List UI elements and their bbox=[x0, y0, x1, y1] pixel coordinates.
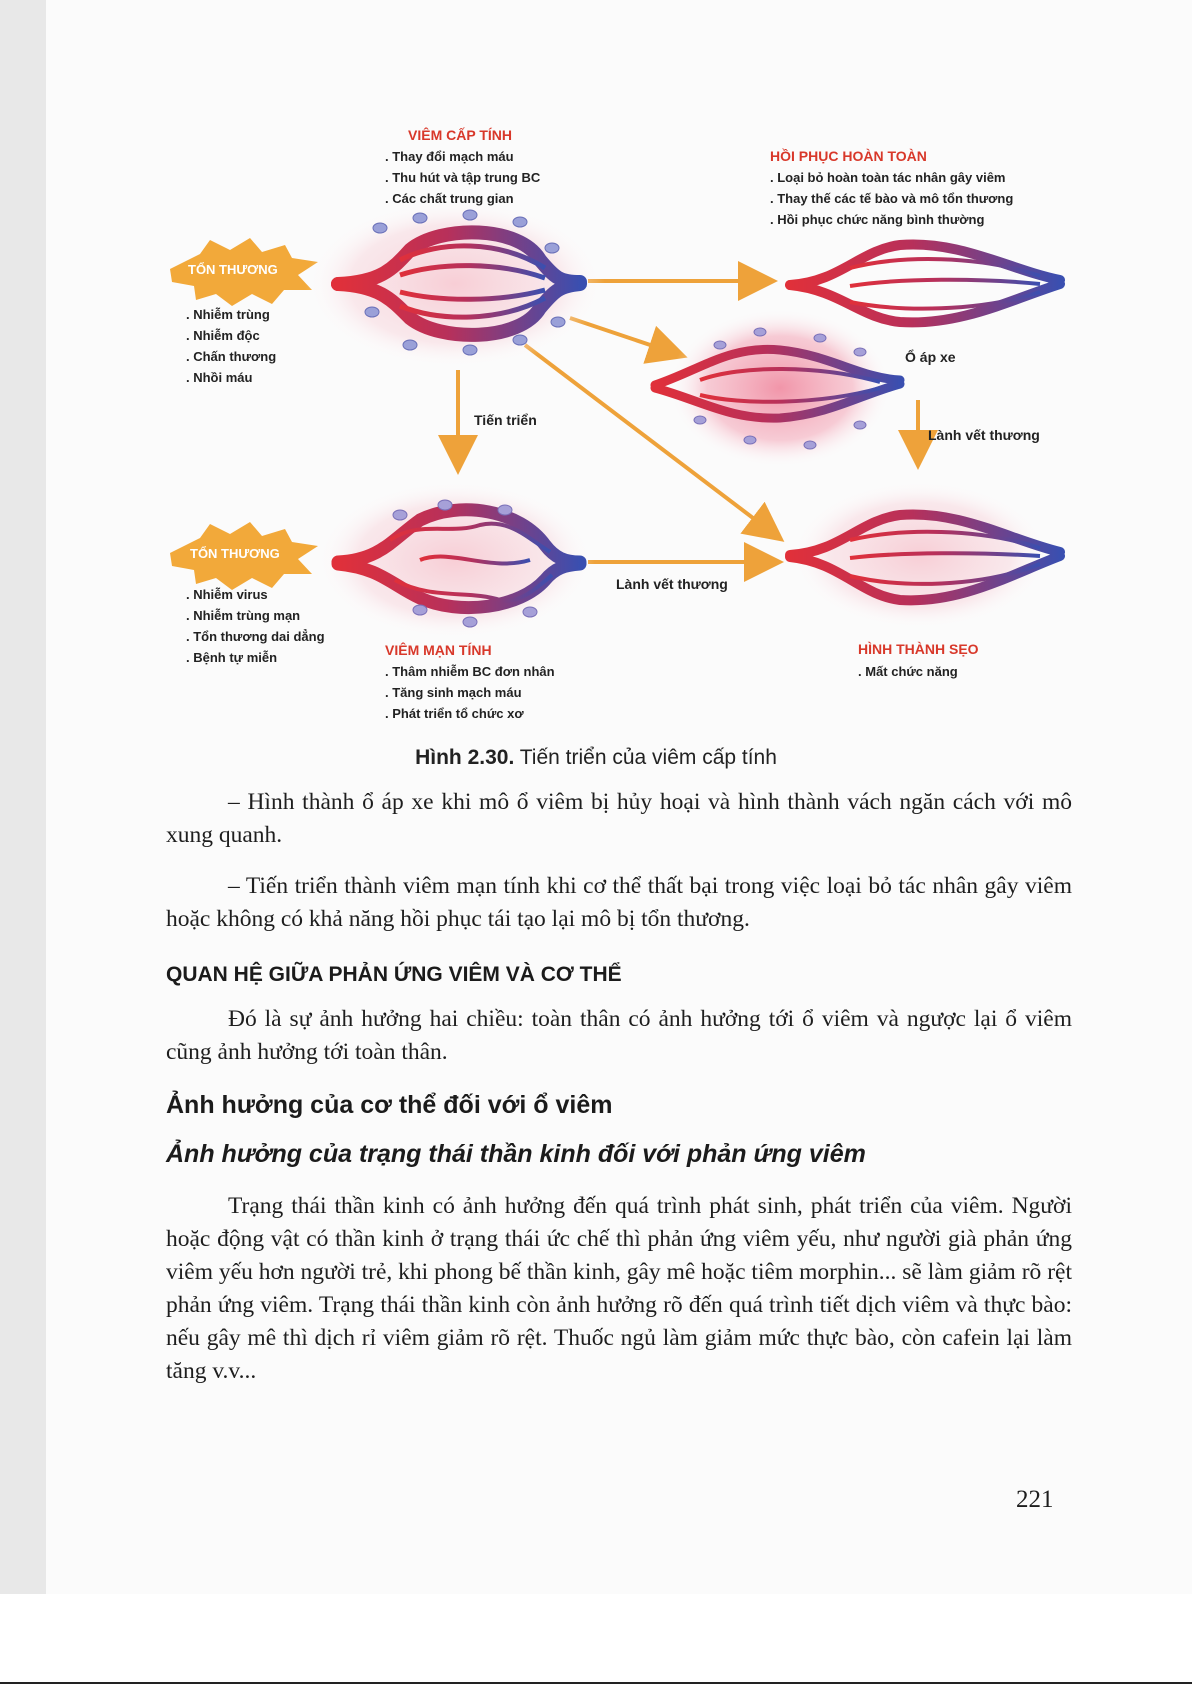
acute-item: . Thay đổi mạch máu bbox=[385, 149, 514, 164]
scar-vessel bbox=[790, 480, 1060, 630]
chronic-item: . Phát triển tổ chức xơ bbox=[385, 706, 524, 721]
chronic-item: . Tăng sinh mạch máu bbox=[385, 685, 522, 700]
caption-label: Hình 2.30. bbox=[415, 746, 515, 769]
injury-item: . Nhiễm độc bbox=[186, 328, 260, 343]
acute-inflammation-vessel bbox=[305, 199, 605, 369]
paragraph-nervous-state: Trạng thái thần kinh có ảnh hưởng đến quá trình phát sinh, phát triển của viêm. Người hoặc động vật có thần kinh ở trạng thái ức chế thì phản ứng viêm yếu, như người già phản ứng viêm yếu hơn người trẻ, khi phong bế thần kinh, gây mê hoặc tiêm morphin... sẽ làm giảm rõ rệt phản ứng viêm. Trạng thái thần kinh còn ảnh hưởng rõ đến quá trình tiết dịch viêm và thực bào: nếu gây mê thì dịch rỉ viêm giảm rõ rệt. Thuốc ngủ làm giảm mức thực bào, còn cafein lại làm tăng v.v... bbox=[166, 1193, 1072, 1384]
injury-item: . Bệnh tự miễn bbox=[186, 650, 278, 665]
recovery-vessel bbox=[790, 244, 1060, 322]
injury-item: . Nhiễm virus bbox=[186, 587, 268, 602]
bottom-margin bbox=[0, 1594, 1192, 1685]
progression-label: Tiến triển bbox=[474, 412, 537, 428]
acute-title: VIÊM CẤP TÍNH bbox=[408, 127, 512, 143]
chronic-item: . Thâm nhiễm BC đơn nhân bbox=[385, 664, 555, 679]
scar-title: HÌNH THÀNH SẸO bbox=[858, 641, 979, 657]
subsection-heading: Ảnh hưởng của cơ thể đối với ổ viêm bbox=[166, 1091, 613, 1119]
scar-item: . Mất chức năng bbox=[858, 664, 958, 679]
injury-item: . Tổn thương dai dẳng bbox=[186, 629, 325, 644]
abscess-vessel bbox=[655, 308, 900, 468]
injury-item: . Nhồi máu bbox=[186, 370, 253, 385]
injury-label-bottom: TỔN THƯƠNG bbox=[190, 546, 280, 561]
healing-label-bottom: Lành vết thương bbox=[616, 576, 728, 592]
acute-item: . Thu hút và tập trung BC bbox=[385, 170, 541, 185]
section-heading: QUAN HỆ GIỮA PHẢN ỨNG VIÊM VÀ CƠ THỂ bbox=[166, 963, 622, 986]
chronic-inflammation-vessel bbox=[315, 480, 595, 640]
injury-item: . Chấn thương bbox=[186, 349, 277, 364]
acute-item: . Các chất trung gian bbox=[385, 191, 514, 206]
paragraph-abscess: – Hình thành ổ áp xe khi mô ổ viêm bị hủy hoại và hình thành vách ngăn cách với mô xung quanh. bbox=[166, 789, 1072, 848]
figure-caption bbox=[0, 746, 1192, 770]
injury-item: . Nhiễm trùng bbox=[186, 307, 270, 322]
recovery-item: . Thay thế các tế bào và mô tổn thương bbox=[770, 191, 1014, 206]
injury-item: . Nhiễm trùng mạn bbox=[186, 608, 301, 623]
injury-label-top: TỔN THƯƠNG bbox=[188, 262, 278, 277]
caption-text: Tiến triển của viêm cấp tính bbox=[514, 746, 777, 769]
page-number: 221 bbox=[1016, 1486, 1054, 1513]
recovery-item: . Loại bỏ hoàn toàn tác nhân gây viêm bbox=[770, 170, 1006, 185]
paragraph-relationship: Đó là sự ảnh hưởng hai chiều: toàn thân có ảnh hưởng tới ổ viêm và ngược lại ổ viêm cũng ảnh hưởng tới toàn thân. bbox=[166, 1006, 1072, 1065]
bottom-divider bbox=[0, 1682, 1192, 1684]
abscess-label: Ổ áp xe bbox=[905, 349, 956, 365]
subsubsection-heading: Ảnh hưởng của trạng thái thần kinh đối với phản ứng viêm bbox=[166, 1140, 866, 1168]
paragraph-chronic: – Tiến triển thành viêm mạn tính khi cơ thể thất bại trong việc loại bỏ tác nhân gây viêm hoặc không có khả năng hồi phục tái tạo lại mô bị tổn thương. bbox=[166, 873, 1072, 932]
inflammation-progression-figure bbox=[0, 0, 1192, 740]
chronic-title: VIÊM MẠN TÍNH bbox=[385, 642, 492, 658]
recovery-item: . Hồi phục chức năng bình thường bbox=[770, 212, 985, 227]
healing-label-right: Lành vết thương bbox=[928, 427, 1040, 443]
recovery-title: HỒI PHỤC HOÀN TOÀN bbox=[770, 148, 927, 164]
